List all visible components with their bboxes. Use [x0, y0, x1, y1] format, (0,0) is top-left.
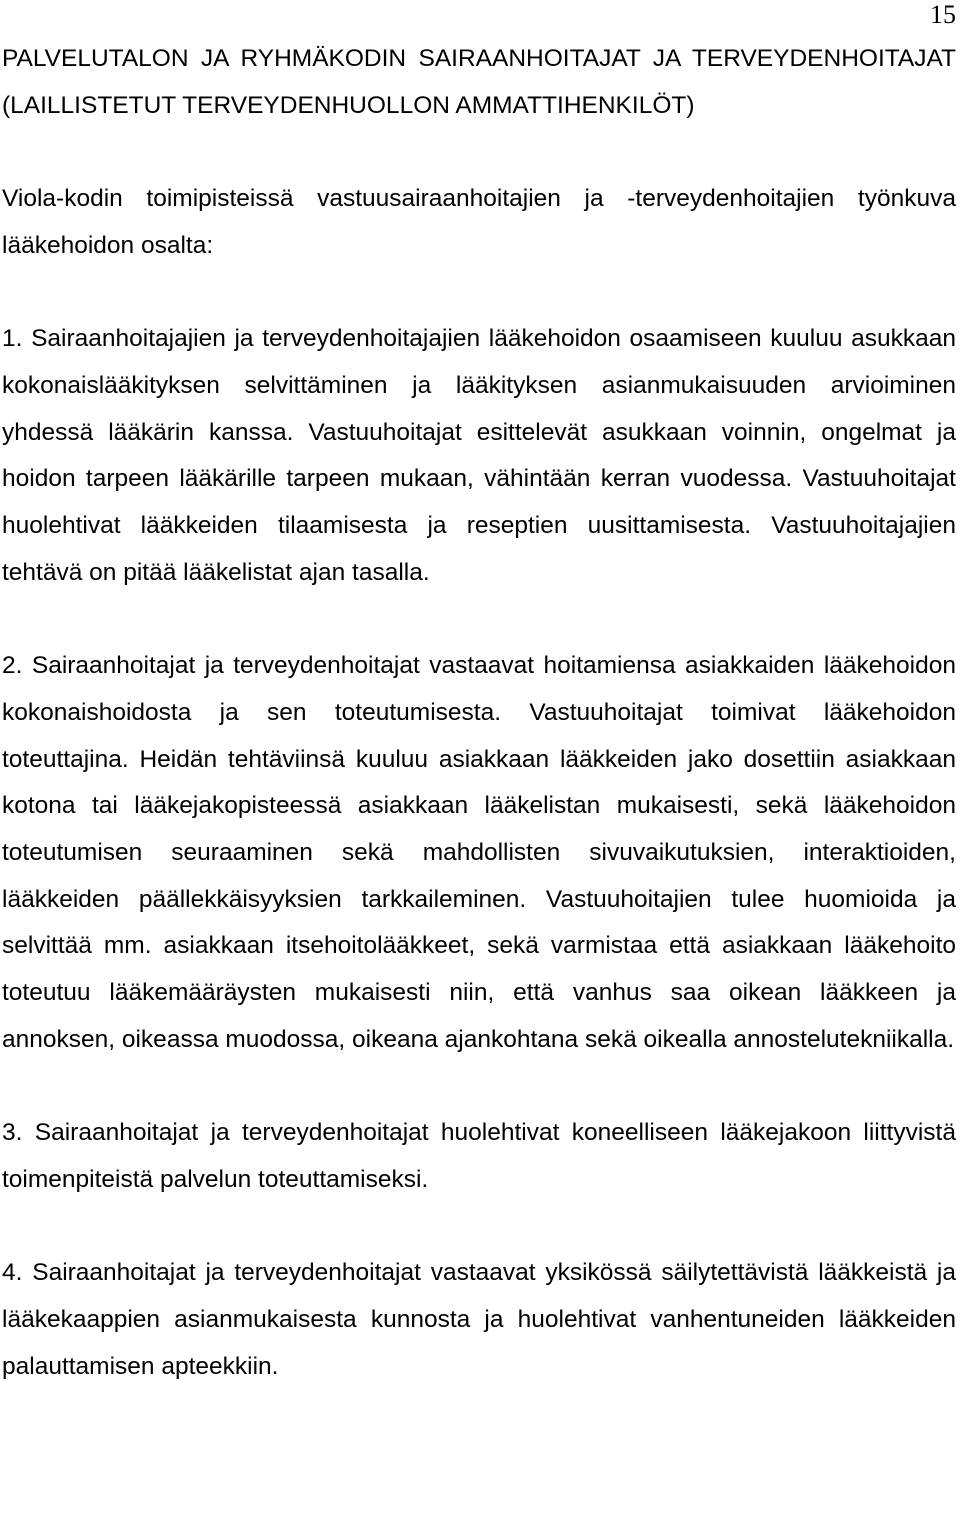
- spacer: [2, 596, 956, 643]
- list-item-3: 3. Sairaanhoitajat ja terveydenhoitajat huolehtivat koneelliseen lääkejakoon liittyvistä toimenpiteistä palvelun toteuttamiseksi.: [2, 1119, 956, 1193]
- section-heading: PALVELUTALON JA RYHMÄKODIN SAIRAANHOITAJAT JA TERVEYDENHOITAJAT (LAILLISTETUT TERVEYDENHUOLLON AMMATTIHENKILÖT): [2, 45, 956, 119]
- spacer: [2, 1063, 956, 1110]
- intro-paragraph: Viola-kodin toimipisteissä vastuusairaanhoitajien ja -terveydenhoitajien työnkuva lääkehoidon osalta:: [2, 185, 956, 259]
- list-item-2: 2. Sairaanhoitajat ja terveydenhoitajat vastaavat hoitamiensa asiakkaiden lääkehoidon kokonaishoidosta ja sen toteutumisesta. Vastuuhoitajat toimivat lääkehoidon toteuttajina. Heidän tehtäviinsä kuuluu asiakkaan lääkkeiden jako dosettiin asiakkaan kotona tai lääkejakopisteessä asiakkaan lääkelistan mukaisesti, sekä lääkehoidon toteutumisen seuraaminen sekä mahdollisten sivuvaikutuksien, interaktioiden, lääkkeiden päällekkäisyyksien tarkkaileminen. Vastuuhoitajien tulee huomioida ja selvittää mm. asiakkaan itsehoitolääkkeet, sekä varmistaa että asiakkaan lääkehoito toteutuu lääkemääräysten mukaisesti niin, että vanhus saa oikean lääkkeen ja annoksen, oikeassa muodossa, oikeana ajankohtana sekä oikealla annostelutekniikalla.: [2, 652, 956, 1053]
- spacer: [2, 129, 956, 176]
- page-number: 15: [930, 0, 956, 29]
- spacer: [2, 270, 956, 317]
- spacer: [2, 1204, 956, 1251]
- list-item-1: 1. Sairaanhoitajajien ja terveydenhoitajajien lääkehoidon osaamiseen kuuluu asukkaan kokonaislääkityksen selvittäminen ja lääkityksen asianmukaisuuden arvioiminen yhdessä lääkärin kanssa. Vastuuhoitajat esittelevät asukkaan voinnin, ongelmat ja hoidon tarpeen lääkärille tarpeen mukaan, vähintään kerran vuodessa. Vastuuhoitajat huolehtivat lääkkeiden tilaamisesta ja reseptien uusittamisesta. Vastuuhoitajajien tehtävä on pitää lääkelistat ajan tasalla.: [2, 325, 956, 586]
- list-item-4: 4. Sairaanhoitajat ja terveydenhoitajat vastaavat yksikössä säilytettävistä lääkkeistä ja lääkekaappien asianmukaisesta kunnosta ja huolehtivat vanhentuneiden lääkkeiden palauttamisen apteekkiin.: [2, 1259, 956, 1380]
- document-body: [2, 36, 956, 1390]
